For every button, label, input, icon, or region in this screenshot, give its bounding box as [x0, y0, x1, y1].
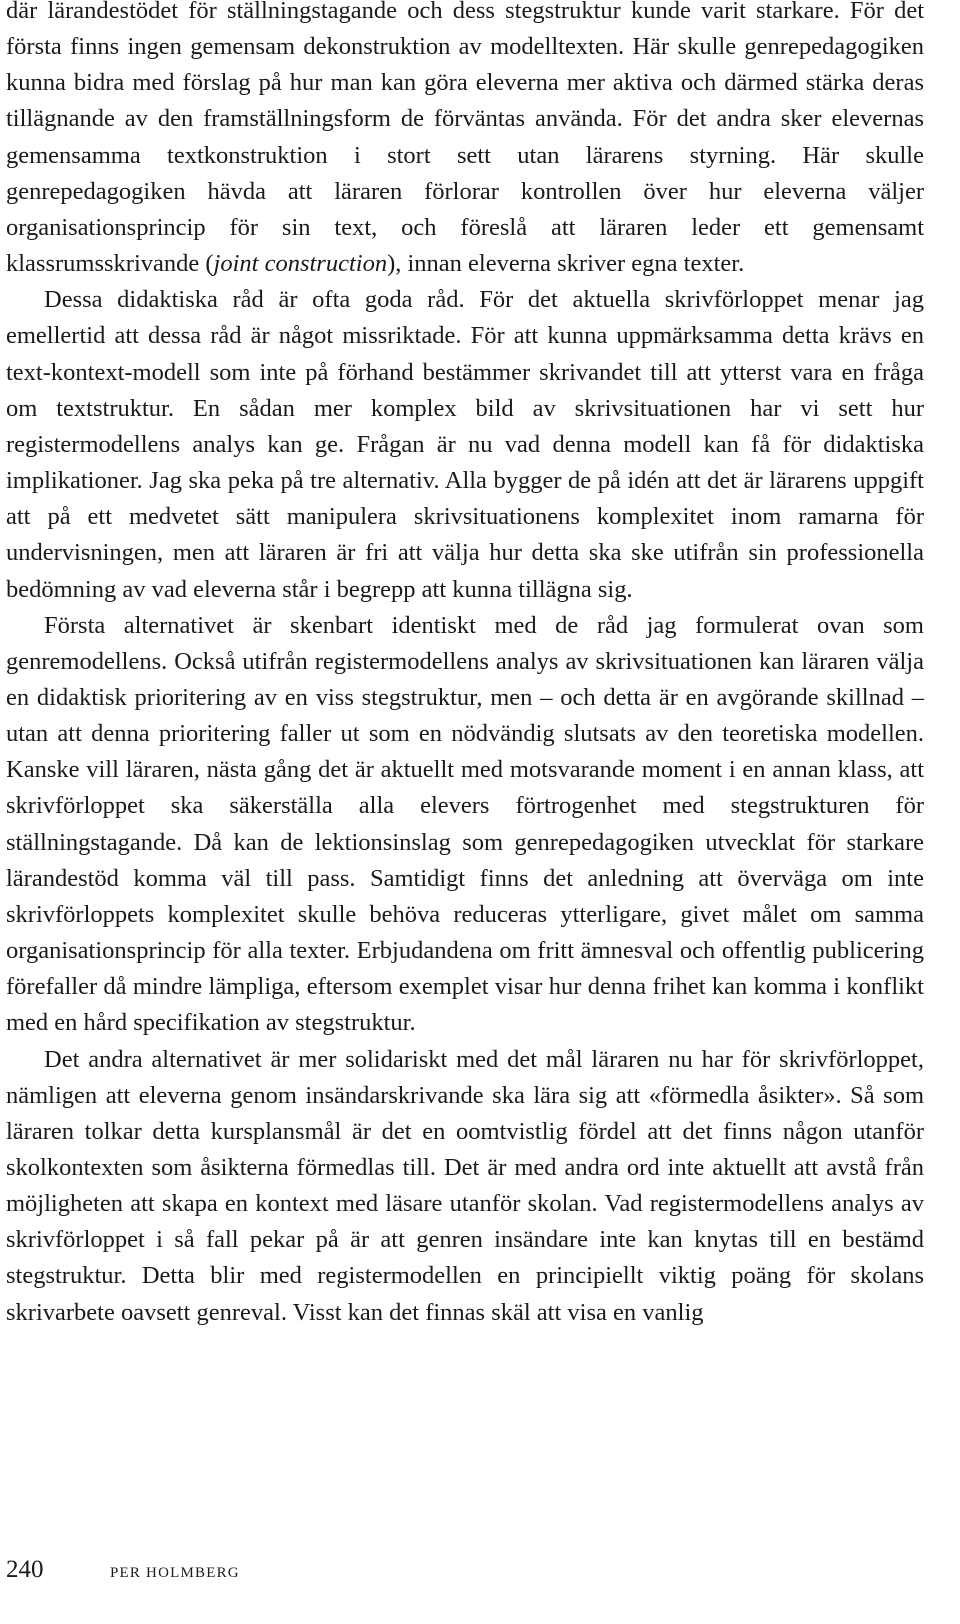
paragraph-2: Dessa didaktiska råd är ofta goda råd. För det aktuella skrivförloppet menar jag emellertid att dessa råd är något missriktade. För att kunna uppmärksamma detta krävs en text-kontext-modell som inte på förhand bestämmer skrivandet till att ytterst vara en fråga om textstruktur. En sådan mer komplex bild av skrivsituationen har vi sett hur registermodellens analys kan ge. Frågan är nu vad denna modell kan få för didaktiska implikationer. Jag ska peka på tre alternativ. Alla bygger de på idén att det är lärarens uppgift att på ett medvetet sätt manipulera skrivsituationens komplexitet inom ramarna för undervisningen, men att läraren är fri att välja hur detta ska ske utifrån sin professionella bedömning av vad eleverna står i begrepp att kunna tillägna sig. — [6, 286, 924, 603]
paragraph-1 — [6, 0, 924, 282]
book-page — [6, 0, 924, 1624]
body-text — [6, 0, 924, 1331]
paragraph-1-text-b: ), innan eleverna skriver egna texter. — [387, 250, 745, 278]
paragraph-3: Första alternativet är skenbart identiskt med de råd jag formulerat ovan som genremodellens. Också utifrån registermodellens analys av skrivsituationen kan läraren välja en didaktisk prioritering av en viss stegstruktur, men – och detta är en avgörande skillnad – utan att denna prioritering faller ut som en nödvändig slutsats av den teoretiska modellen. Kanske vill läraren, nästa gång det är aktuellt med motsvarande moment i en annan klass, att skrivförloppet ska säkerställa alla elevers förtrogenhet med stegstrukturen för ställningstagande. Då kan de lektionsinslag som genrepedagogiken utvecklat för starkare lärandestöd komma väl till pass. Samtidigt finns det anledning att överväga om inte skrivförloppets komplexitet skulle behöva reduceras ytterligare, givet målet om samma organisationsprincip för alla texter. Erbjudandena om fritt ämnesval och offentlig publicering förefaller då mindre lämpliga, eftersom exemplet visar hur denna frihet kan komma i konflikt med en hård specifikation av stegstruktur. — [6, 611, 924, 1037]
paragraph-1-text-a: där lärandestödet för ställningstagande och dess stegstruktur kunde varit starkare. För det första finns ingen gemensam dekonstruktion av modelltexten. Här skulle genrepedagogiken kunna bidra med förslag på hur man kan göra eleverna mer aktiva och därmed stärka deras tillägnande av den framställningsform de förväntas använda. För det andra sker elevernas gemensamma textkonstruktion i stort sett utan lärarens styrning. Här skulle genrepedagogiken hävda att läraren förlorar kontrollen över hur eleverna väljer organisationsprincip för sin text, och föreslå att läraren leder ett gemensamt klassrumsskrivande ( — [6, 0, 924, 278]
page-footer — [6, 1556, 240, 1584]
paragraph-4: Det andra alternativet är mer solidariskt med det mål läraren nu har för skrivförloppet, nämligen att eleverna genom insändarskrivande ska lära sig att «förmedla åsikter». Så som läraren tolkar detta kursplansmål är det en oomtvistlig fördel att det finns någon utanför skolkontexten som åsikterna förmedlas till. Det är med andra ord inte aktuellt att avstå från möjligheten att skapa en kontext med läsare utanför skolan. Vad registermodellens analys av skrivförloppet i så fall pekar på är att genren insändare inte kan knytas till en bestämd stegstruktur. Detta blir med registermodellen en principiellt viktig poäng för skolans skrivarbete oavsett genreval. Visst kan det finnas skäl att visa en vanlig — [6, 1045, 924, 1326]
paragraph-1-italic-term: joint construction — [213, 250, 388, 278]
page-number: 240 — [6, 1556, 44, 1583]
running-head-author: PER HOLMBERG — [110, 1565, 240, 1581]
